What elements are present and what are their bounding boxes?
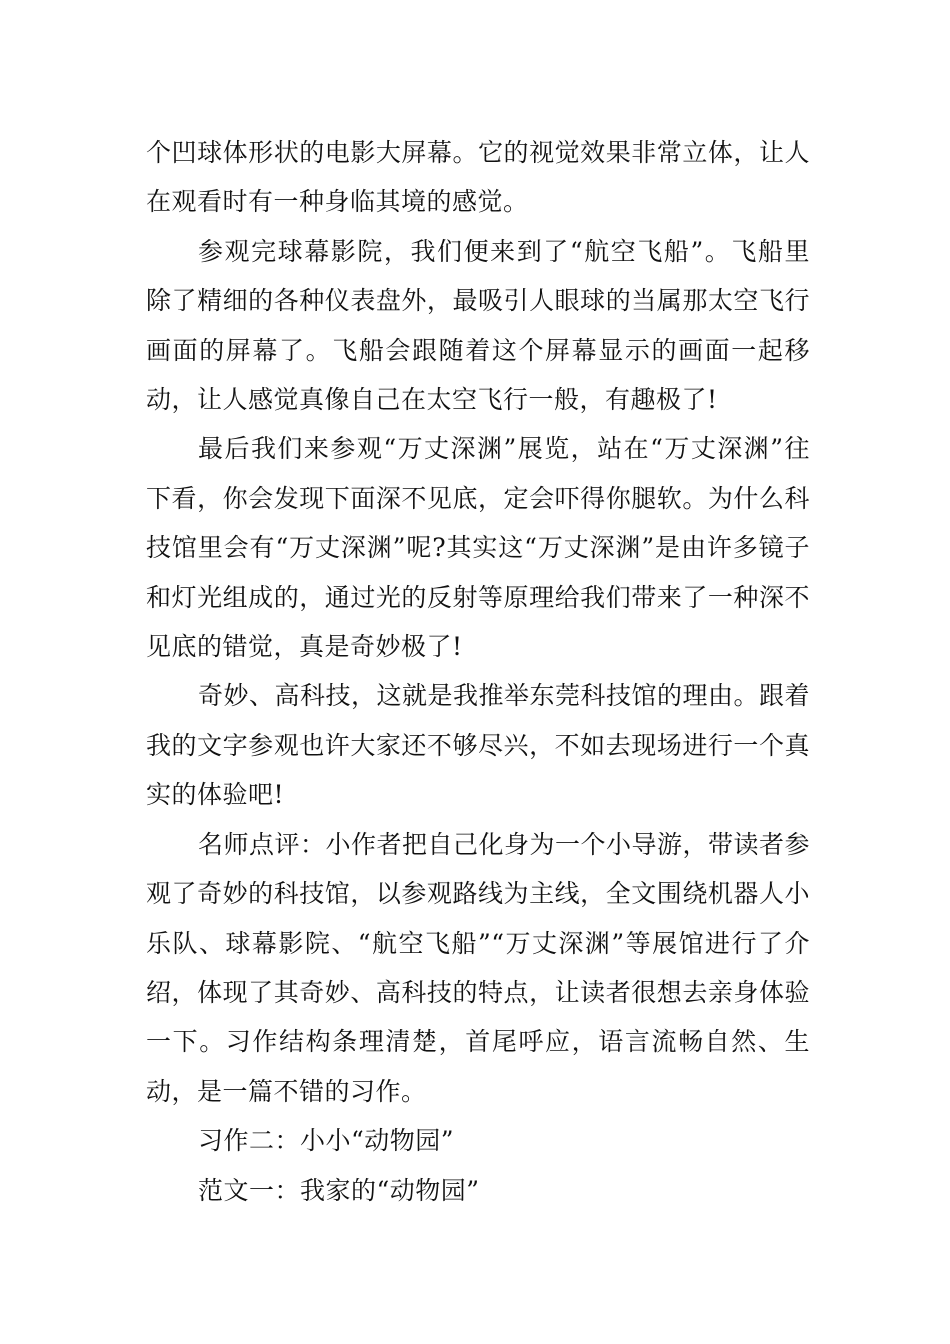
paragraph-dome-cinema-end: 个凹球体形状的电影大屏幕。它的视觉效果非常立体，让人在观看时有一种身临其境的感觉。 bbox=[146, 138, 810, 217]
paragraph-conclusion: 奇妙、高科技，这就是我推举东莞科技馆的理由。跟着我的文字参观也许大家还不够尽兴，不如去现场进行一个真实的体验吧! bbox=[146, 681, 811, 810]
article-body bbox=[146, 128, 810, 1215]
heading-essay-two: 习作二：小小“动物园” bbox=[198, 1126, 455, 1156]
paragraph-teacher-comment: 名师点评：小作者把自己化身为一个小导游，带读者参观了奇妙的科技馆，以参观路线为主线，全文围绕机器人小乐队、球幕影院、“航空飞船”“万丈深渊”等展馆进行了介绍，体现了其奇妙、高科技的特点，让读者很想去亲身体验一下。习作结构条理清楚，首尾呼应，语言流畅自然、生动，是一篇不错的习作。 bbox=[146, 829, 811, 1106]
paragraph-abyss: 最后我们来参观“万丈深渊”展览，站在“万丈深渊”往下看，你会发现下面深不见底，定会吓得你腿软。为什么科技馆里会有“万丈深渊”呢?其实这“万丈深渊”是由许多镜子和灯光组成的，通过光的反射等原理给我们带来了一种深不见底的错觉，真是奇妙极了! bbox=[146, 434, 810, 662]
paragraph-space-ship: 参观完球幕影院，我们便来到了“航空飞船”。飞船里除了精细的各种仪表盘外，最吸引人眼球的当属那太空飞行画面的屏幕了。飞船会跟随着这个屏幕显示的画面一起移动，让人感觉真像自己在太空飞行一般，有趣极了! bbox=[146, 236, 810, 415]
heading-sample-one: 范文一：我家的“动物园” bbox=[198, 1175, 480, 1205]
